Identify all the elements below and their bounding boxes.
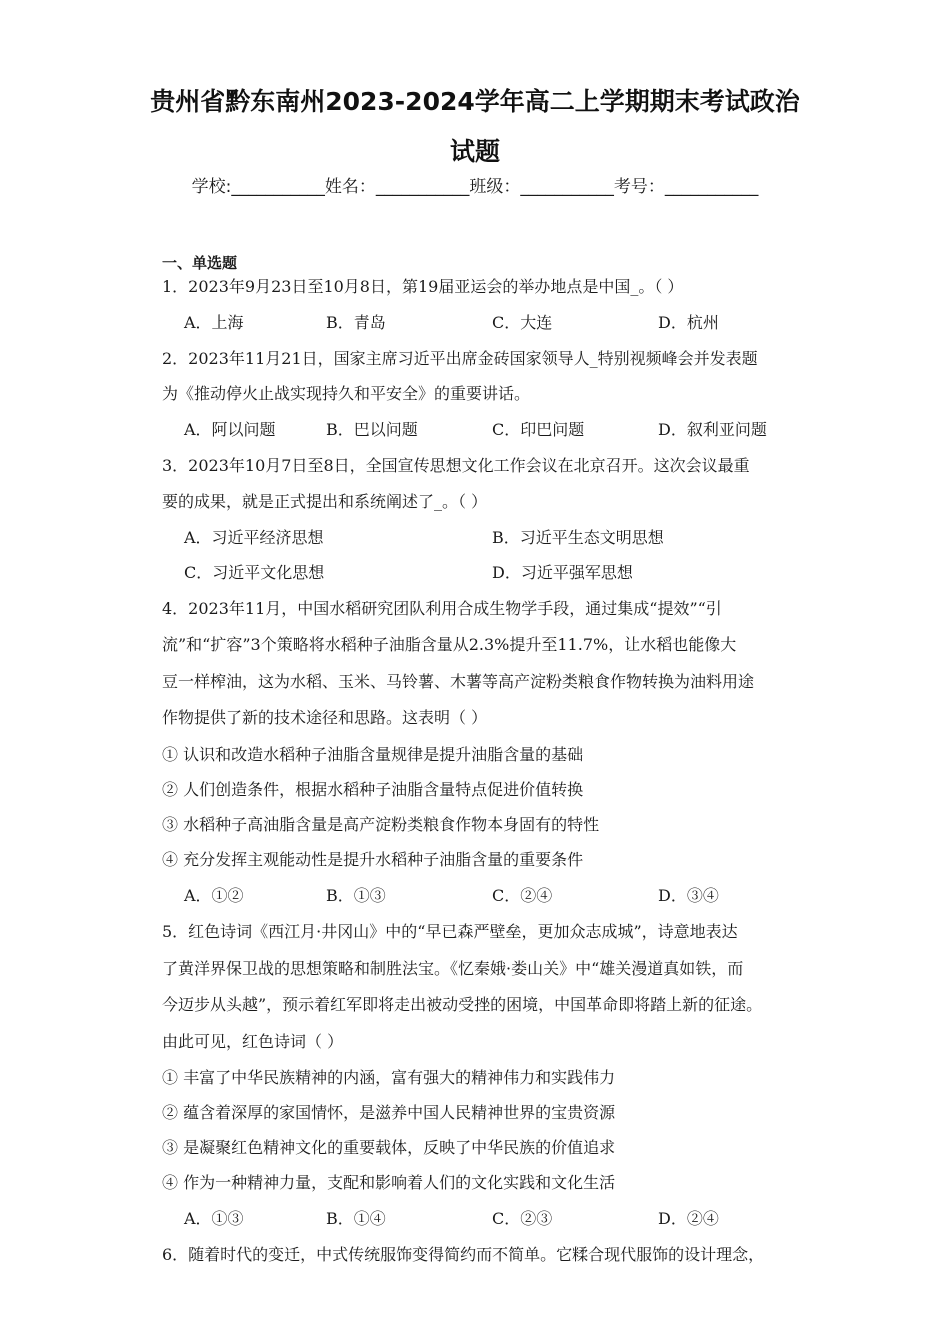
question-5-statement-3: ③ 是凝聚红色精神文化的重要载体，反映了中华民族的价值追求 [162, 1138, 616, 1157]
question-4-option-c[interactable]: C．②④ [492, 886, 553, 905]
question-5-statement-2: ② 蕴含着深厚的家国情怀，是滋养中国人民精神世界的宝贵资源 [162, 1103, 616, 1122]
question-5-stem-line4: 由此可见，红色诗词（ ） [162, 1032, 344, 1051]
question-4-stem-line4: 作物提供了新的技术途径和思路。这表明（ ） [162, 708, 488, 727]
question-5-stem-line2: 了黄洋界保卫战的思想策略和制胜法宝。《忆秦娥·娄山关》中“雄关漫道真如铁，而 [162, 959, 744, 978]
question-2-option-a[interactable]: A．阿以问题 [184, 420, 276, 439]
question-5-stem-line1: 5．红色诗词《西江月·井冈山》中的“早已森严壁垒，更加众志成城”，诗意地表达 [162, 922, 738, 941]
question-1-option-d[interactable]: D．杭州 [658, 313, 719, 332]
question-3-option-d[interactable]: D．习近平强军思想 [492, 563, 633, 582]
question-1-stem: 1．2023年9月23日至10月8日，第19届亚运会的举办地点是中国_。（ ） [162, 277, 684, 296]
question-4-statement-2: ② 人们创造条件，根据水稻种子油脂含量特点促进价值转换 [162, 780, 584, 799]
section-heading: 一、单选题 [162, 254, 238, 272]
question-1-option-a[interactable]: A．上海 [184, 313, 244, 332]
student-info-line: 学校:___________姓名：___________班级：___________考号：___________ [191, 177, 759, 197]
question-1-option-c[interactable]: C．大连 [492, 313, 553, 332]
question-4-option-a[interactable]: A．①② [184, 886, 244, 905]
question-2-option-c[interactable]: C．印巴问题 [492, 420, 585, 439]
exam-title-line1: 贵州省黔东南州2023-2024学年高二上学期期末考试政治 [150, 87, 800, 116]
question-5-option-b[interactable]: B．①④ [326, 1209, 386, 1228]
question-4-option-d[interactable]: D．③④ [658, 886, 719, 905]
question-2-stem-line1: 2．2023年11月21日，国家主席习近平出席金砖国家领导人_特别视频峰会并发表题 [162, 349, 758, 368]
question-3-stem-line2: 要的成果，就是正式提出和系统阐述了_。（ ） [162, 492, 488, 511]
question-3-option-b[interactable]: B．习近平生态文明思想 [492, 528, 664, 547]
question-5-option-d[interactable]: D．②④ [658, 1209, 719, 1228]
question-5-stem-line3: 今迈步从头越”，预示着红军即将走出被动受挫的困境，中国革命即将踏上新的征途。 [162, 995, 763, 1014]
question-6-stem-line1: 6．随着时代的变迁，中式传统服饰变得简约而不简单。它糅合现代服饰的设计理念， [162, 1245, 765, 1264]
question-5-statement-1: ① 丰富了中华民族精神的内涵，富有强大的精神伟力和实践伟力 [162, 1068, 616, 1087]
question-4-statement-1: ① 认识和改造水稻种子油脂含量规律是提升油脂含量的基础 [162, 745, 584, 764]
question-2-option-b[interactable]: B．巴以问题 [326, 420, 418, 439]
exam-title-line2: 试题 [449, 137, 500, 166]
question-4-statement-4: ④ 充分发挥主观能动性是提升水稻种子油脂含量的重要条件 [162, 850, 584, 869]
question-5-statement-4: ④ 作为一种精神力量，支配和影响着人们的文化实践和文化生活 [162, 1173, 616, 1192]
question-1-option-b[interactable]: B．青岛 [326, 313, 386, 332]
question-2-option-d[interactable]: D．叙利亚问题 [658, 420, 767, 439]
question-4-statement-3: ③ 水稻种子高油脂含量是高产淀粉类粮食作物本身固有的特性 [162, 815, 600, 834]
question-4-option-b[interactable]: B．①③ [326, 886, 386, 905]
question-4-stem-line3: 豆一样榨油，这为水稻、玉米、马铃薯、木薯等高产淀粉类粮食作物转换为油料用途 [162, 672, 755, 691]
question-3-option-a[interactable]: A．习近平经济思想 [184, 528, 324, 547]
question-5-option-a[interactable]: A．①③ [184, 1209, 244, 1228]
question-3-stem-line1: 3．2023年10月7日至8日，全国宣传思想文化工作会议在北京召开。这次会议最重 [162, 456, 750, 475]
question-2-stem-line2: 为《推动停火止战实现持久和平安全》的重要讲话。 [162, 384, 531, 403]
question-4-stem-line1: 4．2023年11月，中国水稻研究团队利用合成生物学手段，通过集成“提效”“引 [162, 599, 722, 618]
question-5-option-c[interactable]: C．②③ [492, 1209, 553, 1228]
question-3-option-c[interactable]: C．习近平文化思想 [184, 563, 325, 582]
question-4-stem-line2: 流”和“扩容”3个策略将水稻种子油脂含量从2.3%提升至11.7%，让水稻也能像大 [162, 635, 737, 654]
